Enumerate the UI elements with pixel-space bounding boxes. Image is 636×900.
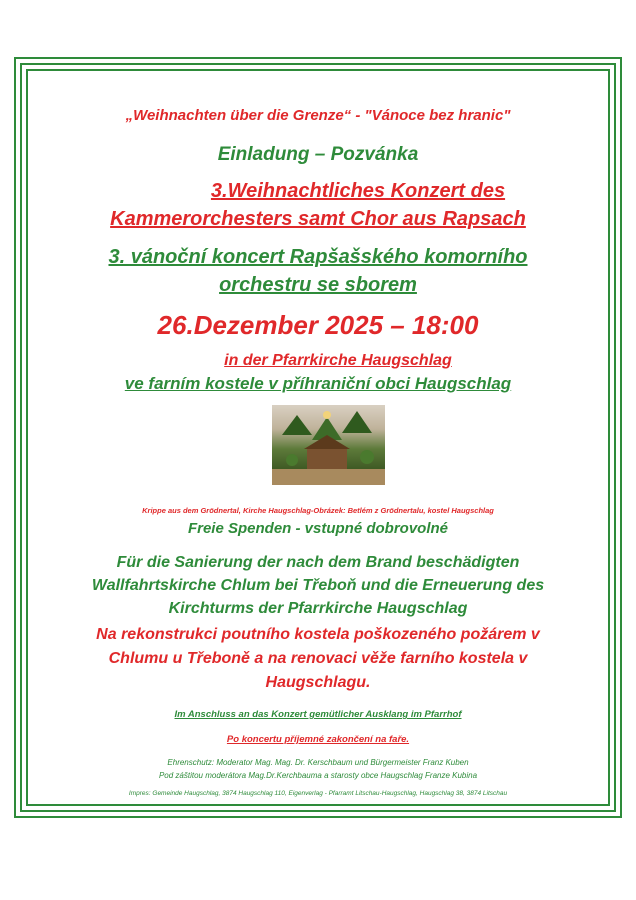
patronage-cz: Pod záštitou moderátora Mag.Dr.Kerchbauma a starosty obce Haugschlag Franze Kubina — [158, 771, 478, 780]
purpose-cz-line2: Chlumu u Třeboně a na renovaci věže farního kostela v — [108, 650, 528, 667]
purpose-cz-line1: Na rekonstrukci poutního kostela poškozeného požárem v — [96, 626, 540, 643]
nativity-scene-photo — [272, 405, 385, 485]
patronage-de: Ehrenschutz: Moderator Mag. Mag. Dr. Kerschbaum und Bürgermeister Franz Kuben — [167, 758, 469, 767]
invitation-title: Einladung – Pozvánka — [217, 144, 419, 165]
purpose-de-line2: Wallfahrtskirche Chlum bei Třeboň und die Erneuerung des — [91, 577, 545, 594]
purpose-de-line1: Für die Sanierung der nach dem Brand beschädigten — [116, 554, 520, 571]
purpose-cz-line3: Haugschlagu. — [265, 674, 371, 691]
after-concert-cz: Po koncertu příjemné zakončení na faře. — [226, 734, 410, 745]
photo-caption: Krippe aus dem Grödnertal, Kirche Haugschlag-Obrázek: Betlém z Grödnertalu, kostel Haugschlag — [142, 506, 494, 515]
donations-text: Freie Spenden - vstupné dobrovolné — [187, 520, 449, 537]
impressum: Impres: Gemeinde Haugschlag, 3874 Haugschlag 110, Eigenverlag - Pfarramt Litschau-Haugschlag, Haugschlag 38, 3874 Litschau — [128, 790, 508, 797]
concert-de-line2: Kammerorchesters samt Chor aus Rapsach — [110, 208, 526, 230]
after-concert-de: Im Anschluss an das Konzert gemütlicher Ausklang im Pfarrhof — [174, 709, 462, 720]
venue-cz: ve farním kostele v příhraniční obci Haugschlag — [124, 374, 512, 393]
concert-cz-line2: orchestru se sborem — [219, 274, 417, 296]
concert-de-line1: 3.Weihnachtliches Konzert des — [210, 180, 506, 202]
purpose-de-line3: Kirchturms der Pfarrkirche Haugschlag — [168, 600, 468, 617]
concert-cz-line1: 3. vánoční koncert Rapšašského komorního — [108, 246, 528, 268]
header-title: „Weihnachten über die Grenze“ - "Vánoce bez hranic" — [125, 107, 511, 124]
event-datetime: 26.Dezember 2025 – 18:00 — [157, 310, 479, 340]
venue-de: in der Pfarrkirche Haugschlag — [224, 352, 452, 369]
